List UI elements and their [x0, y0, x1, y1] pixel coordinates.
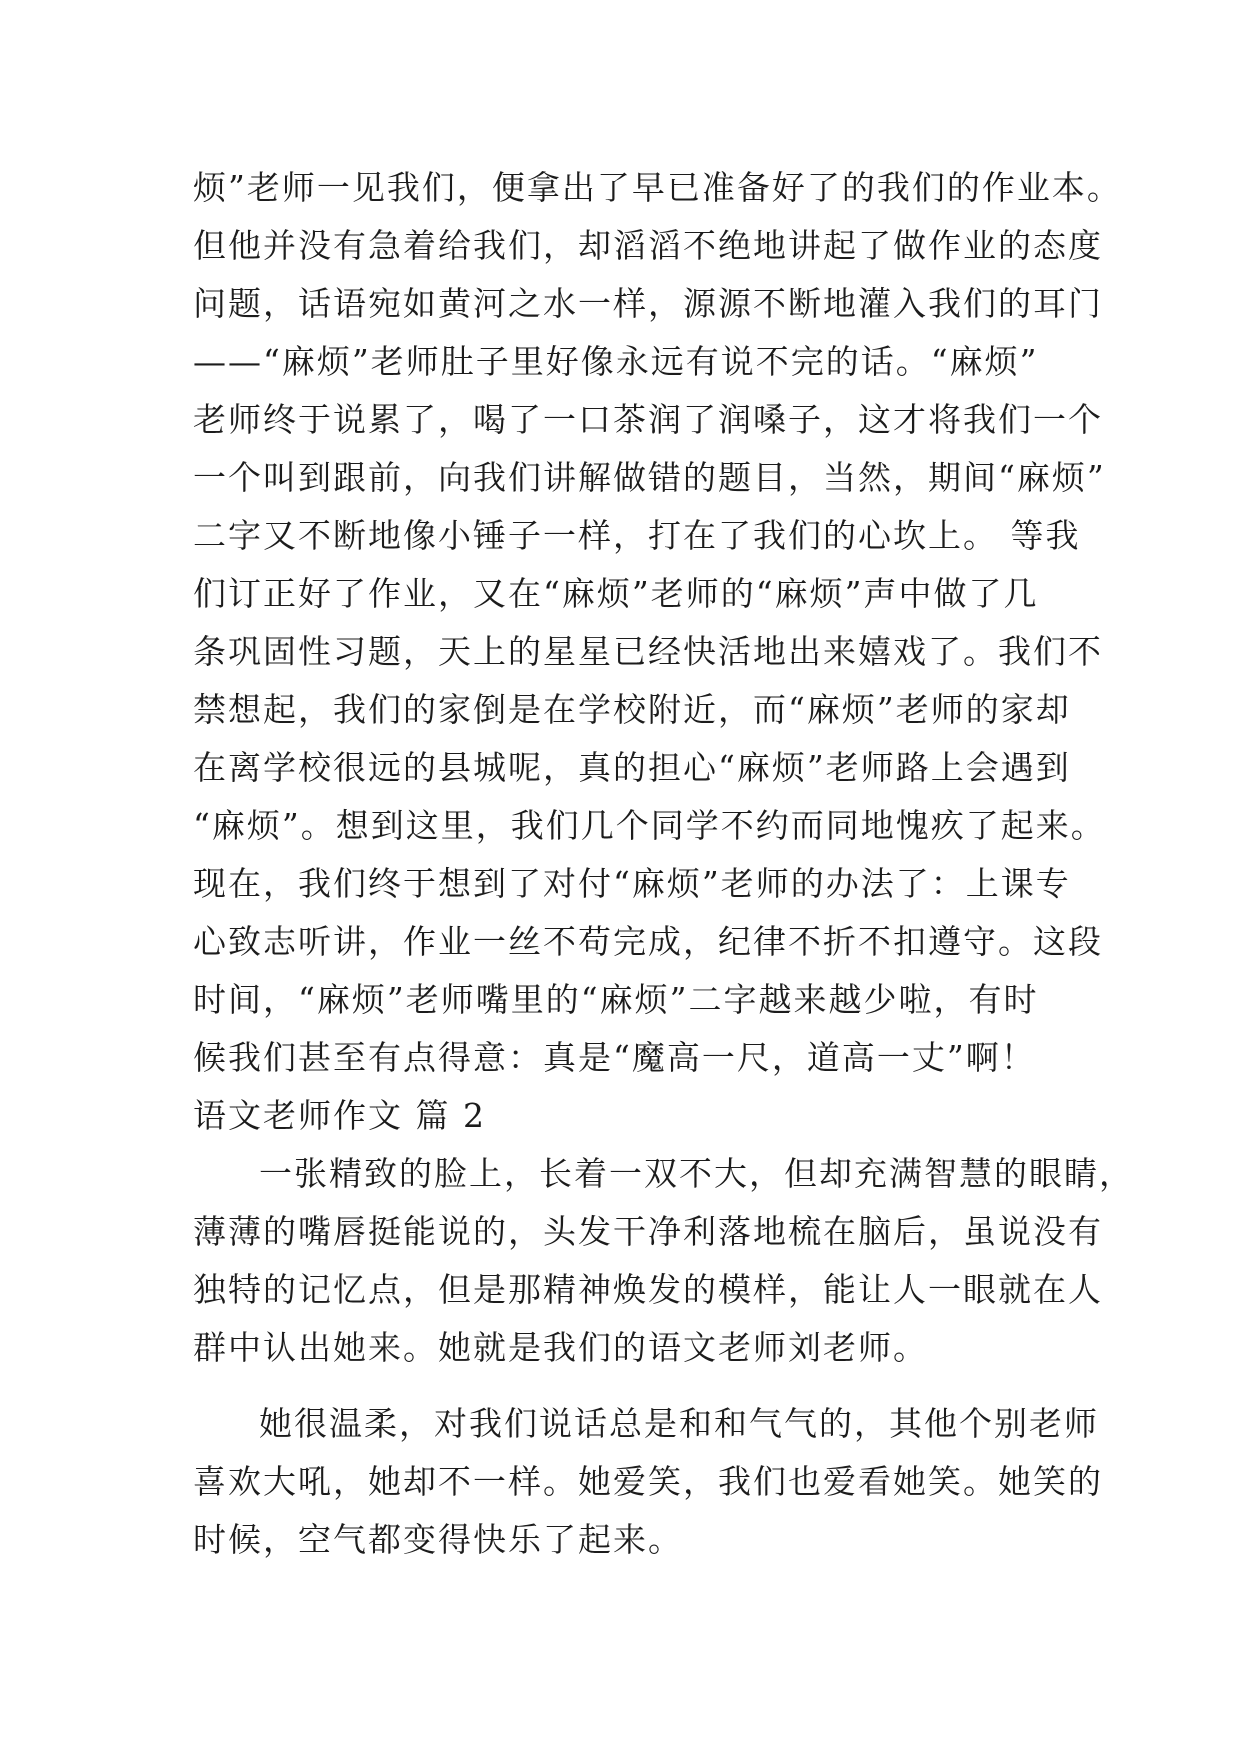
text-line: 在离学校很远的县城呢，真的担心“麻烦”老师路上会遇到 [193, 748, 1071, 787]
essay-continuation [193, 159, 1122, 1087]
text-line: 她很温柔，对我们说话总是和和气气的，其他个别老师 [259, 1404, 1099, 1443]
section-heading: 语文老师作文 篇 2 [193, 1096, 486, 1135]
text-line: 时候，空气都变得快乐了起来。 [193, 1520, 683, 1559]
text-line: “麻烦”。想到这里，我们几个同学不约而同地愧疚了起来。 [193, 806, 1106, 845]
text-line: 二字又不断地像小锤子一样，打在了我们的心坎上。 等我 [193, 516, 1081, 555]
paragraph [193, 1395, 1103, 1569]
text-line: 烦”老师一见我们，便拿出了早已准备好了的我们的作业本。 [193, 168, 1122, 207]
text-line: 时间，“麻烦”老师嘴里的“麻烦”二字越来越少啦，有时 [193, 980, 1039, 1019]
paragraph [193, 1145, 1134, 1377]
text-line: 心致志听讲，作业一丝不苟完成，纪律不折不扣遵守。这段 [193, 922, 1103, 961]
text-line: 喜欢大吼，她却不一样。她爱笑，我们也爱看她笑。她笑的 [193, 1462, 1103, 1501]
text-line: 独特的记忆点，但是那精神焕发的模样，能让人一眼就在人 [193, 1270, 1103, 1309]
text-line: 一个叫到跟前，向我们讲解做错的题目，当然，期间“麻烦” [193, 458, 1106, 497]
text-line: 问题，话语宛如黄河之水一样，源源不断地灌入我们的耳门 [193, 284, 1103, 323]
text-line: 禁想起，我们的家倒是在学校附近，而“麻烦”老师的家却 [193, 690, 1071, 729]
text-line: 老师终于说累了，喝了一口茶润了润嗓子，这才将我们一个 [193, 400, 1103, 439]
text-line: 但他并没有急着给我们，却滔滔不绝地讲起了做作业的态度 [193, 226, 1103, 265]
text-line: 候我们甚至有点得意：真是“魔高一尺，道高一丈”啊！ [193, 1038, 1036, 1077]
text-line: 一张精致的脸上，长着一双不大，但却充满智慧的眼睛， [259, 1154, 1134, 1193]
essay-section-2 [193, 1087, 1134, 1569]
text-line: 现在，我们终于想到了对付“麻烦”老师的办法了：上课专 [193, 864, 1071, 903]
text-line: ——“麻烦”老师肚子里好像永远有说不完的话。“麻烦” [193, 342, 1039, 381]
paragraph-spacer [193, 1377, 1063, 1395]
text-line: 薄薄的嘴唇挺能说的，头发干净利落地梳在脑后，虽说没有 [193, 1212, 1103, 1251]
text-line: 条巩固性习题，天上的星星已经快活地出来嬉戏了。我们不 [193, 632, 1103, 671]
text-line: 群中认出她来。她就是我们的语文老师刘老师。 [193, 1328, 928, 1367]
text-line: 们订正好了作业，又在“麻烦”老师的“麻烦”声中做了几 [193, 574, 1039, 613]
